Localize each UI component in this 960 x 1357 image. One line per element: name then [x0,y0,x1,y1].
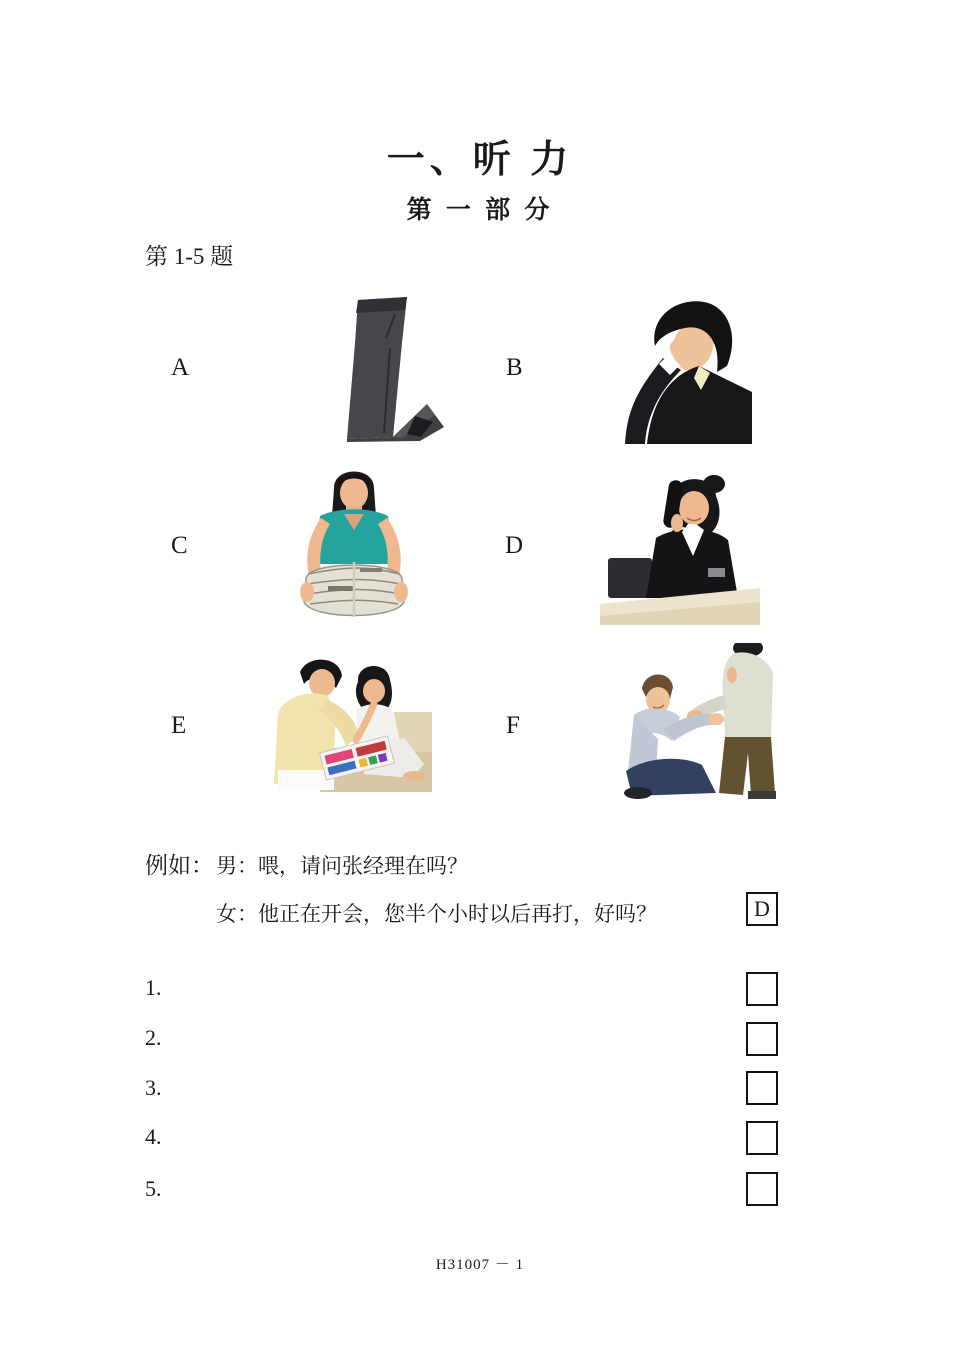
question-3-answer-box[interactable] [746,1071,778,1105]
example-female-line: 女：他正在开会，您半个小时以后再打，好吗？ [216,902,657,926]
example-male-line: 男：喂，请问张经理在吗？ [216,854,468,878]
option-f-image-proposal [598,643,778,800]
question-5-number: 5. [145,1176,162,1201]
option-a-image-trousers [295,288,463,443]
question-5-answer-box[interactable] [746,1172,778,1206]
option-letter-c: C [171,532,188,559]
question-1-answer-box[interactable] [746,972,778,1006]
option-letter-e: E [171,712,187,739]
option-letter-f: F [506,712,520,739]
question-4-answer-box[interactable] [746,1121,778,1155]
page-footer: H31007 － 1 [435,1257,525,1273]
option-d-image-receptionist-phone [600,466,760,625]
option-c-image-newspapers [288,462,420,627]
option-letter-a: A [171,354,190,381]
question-4-number: 4. [145,1124,162,1149]
option-b-image-man-thinking [597,293,752,445]
question-1-number: 1. [145,975,162,1000]
question-2-answer-box[interactable] [746,1022,778,1056]
option-letter-d: D [505,532,524,559]
section-range-label: 第 1-5 题 [145,244,234,269]
question-3-number: 3. [145,1075,162,1100]
option-e-image-couple-reading [262,652,432,792]
example-answer-box: D [746,892,778,926]
page-title: 一、听 力 [386,139,574,181]
question-2-number: 2. [145,1025,162,1050]
page-subtitle: 第 一 部 分 [406,197,554,224]
example-label: 例如： [145,853,214,878]
option-letter-b: B [506,354,523,381]
